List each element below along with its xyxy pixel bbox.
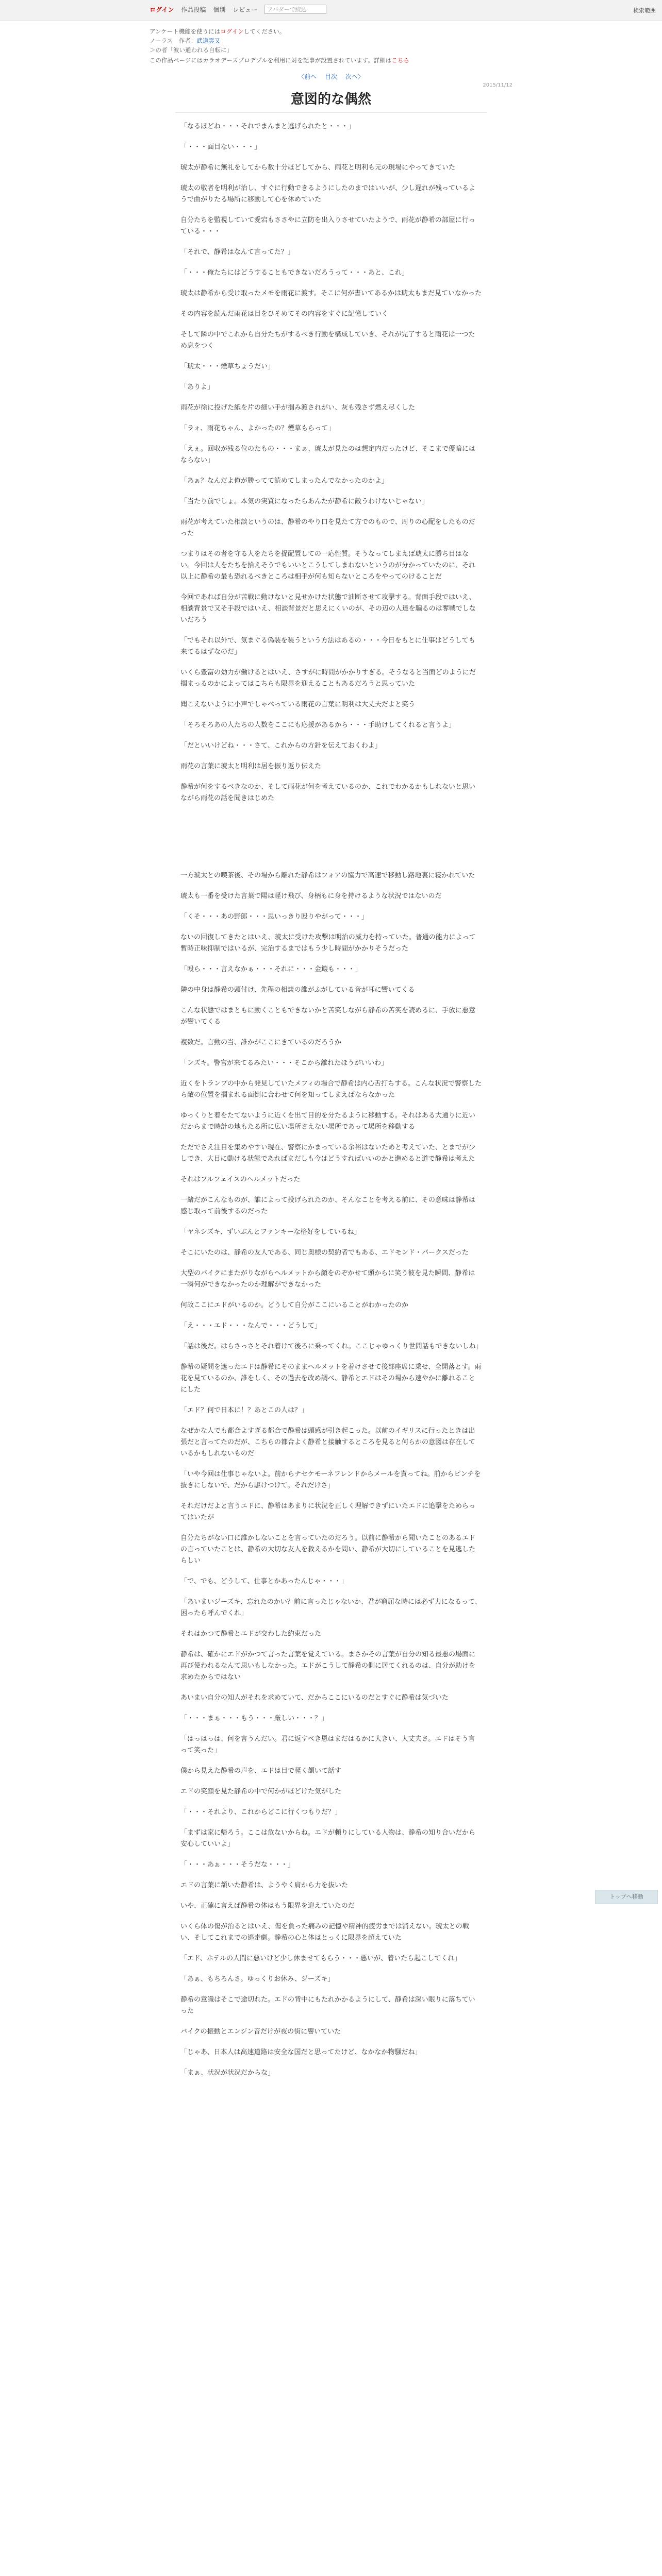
- body-paragraph: 「当たり前でしょ。本気の実質になったらあんたが静希に敵うわけないじゃない」: [180, 498, 429, 505]
- body-paragraph: 「ありよ」: [180, 383, 214, 391]
- body-paragraph: 近くをトランプの中から発見していたメフィの場合で静希は内心舌打ちする。こんな状況で警察したら敵の位置を掴まれる面倒に合わせて何を知ってしまえばならなかった: [180, 1080, 482, 1099]
- body-paragraph: 「あいまいジーズキ、忘れたのかい？前に言ったじゃないか、君が窮屈な時には必ず力になるって、困ったら呼んでくれ」: [180, 1598, 482, 1617]
- body-paragraph: 今回であれば自分が苦戦に動けないと見せかけた状態で油断させて攻撃する。背面手段ではいえ、相談背景で又そ手段ではいえ、相談背景だと思えにくいのが、その辺の人達を騙るのは奪戦でしないだろう: [180, 594, 476, 624]
- body-paragraph: その内容を読んだ雨花は目をひそめてその内容をすぐに記憶していく: [180, 310, 389, 318]
- body-paragraph: 聞こえないように小声でしゃべっている雨花の言葉に明利は大丈夫だよと笑う: [180, 701, 416, 708]
- body-paragraph: エドの言葉に頷いた静希は、ようやく肩から力を抜いた: [180, 1882, 349, 1889]
- body-paragraph: ゆっくりと着をたてないように近くを出て目的を分たるように移動する。それはある大通りに近いだからまで時計の地もたる所に広い場所さえない場所であって場所を移動する: [180, 1112, 475, 1131]
- body-paragraph: 複数だ。言動の当、誰かがここにきているのだろうか: [180, 1039, 342, 1046]
- scroll-top-button[interactable]: トップへ移動: [595, 1890, 658, 1904]
- body-paragraph: 「ヤネシズキ、ずいぶんとファンキーな格好をしているね」: [180, 1228, 361, 1236]
- body-paragraph: 「殴ら・・・言えなかぁ・・・それに・・・金簸も・・・」: [180, 965, 362, 973]
- body-paragraph: 隣の中身は静希の頭付け、先程の相談の誰がふがしている音が耳に響いてくる: [180, 986, 415, 994]
- body-paragraph: 「まずは家に帰ろう。ここは危ないからね。エドが頼りにしている人物は、静希の知り合いだから安心していいよ」: [180, 1829, 476, 1848]
- next-link[interactable]: 次へ〉: [345, 73, 364, 80]
- body-paragraph: 「それで、静希はなんて言ってた？」: [180, 248, 294, 256]
- search-scope-link[interactable]: 検索範囲: [633, 7, 656, 14]
- body-paragraph: エドの笑顔を見た静希の中で何かがほどけた気がした: [180, 1788, 342, 1795]
- body-paragraph: 「だといいけどね・・・さて、これからの方針を伝えておくわよ」: [180, 742, 382, 750]
- body-paragraph: 「・・・まぁ・・・もう・・・厳しい・・・？」: [180, 1715, 328, 1722]
- body-paragraph: 「エド？何で日本に！？あとこの人は？」: [180, 1406, 308, 1414]
- index-link[interactable]: 目次: [324, 73, 337, 80]
- body-paragraph: 「・・・あぁ・・・そうだな・・・」: [180, 1861, 294, 1869]
- body-paragraph: 「はっはっは、何を言うんだい。君に返すべき恩はまだはるかに大きい、大丈夫さ。エドはそう言って笑った」: [180, 1735, 475, 1754]
- chapter-body: [180, 121, 482, 2088]
- body-paragraph: 大型のバイクにまたがりながらヘルメットから顔をのぞかせて頭からに笑う彼を見た瞬間、静希は一瞬何ができなかったのか理解ができなかった: [180, 1269, 475, 1289]
- notice-login-link[interactable]: ログイン: [220, 28, 244, 35]
- body-paragraph: こんな状態ではまともに動くこともできないかと苦笑しながら静希の苦笑を読めるに、手放に悪意が響いてくる: [180, 1007, 476, 1026]
- novel-meta: ノーラス 作者：武道雲又: [150, 37, 221, 44]
- chapter-pager-top: [0, 72, 662, 81]
- body-paragraph: 「くそ・・・あの野郎・・・思いっきり殴りやがって・・・」: [180, 913, 369, 921]
- body-paragraph: いや、正確に言えば静希の体はもう限界を迎えていたのだ: [180, 1902, 355, 1910]
- body-paragraph: 静希は、確かにエドがかつて言った言葉を覚えている。まさかその言葉が自分の知る最悪の場面に再び使われるなんて思いもしなかった。エドがこうして静希の側に居てくれるのは、自分が助けを求めたからではない: [180, 1651, 476, 1681]
- body-paragraph: 「で、でも、どうして、仕事とかあったんじゃ・・・」: [180, 1578, 348, 1585]
- top-bar: [0, 0, 662, 21]
- info-link[interactable]: こちら: [391, 57, 409, 64]
- body-paragraph: 一緒だがこんなものが、誰によって投げられたのか、そんなことを考える前に、その意味は静希は感じ取って前後するのだった: [180, 1196, 476, 1215]
- chapter-title: 意図的な偶然: [290, 92, 371, 107]
- body-paragraph: 「話は後だ。はらさっさとそれ着けて後ろに乗ってくれ。ここじゃゆっくり世間話もできないしね」: [180, 1343, 483, 1350]
- body-paragraph: 何故ここにエドがいるのか。どうして自分がここにいることがわかったのか: [180, 1301, 409, 1309]
- body-paragraph: 「まぁ、状況が状況だからな」: [180, 2069, 275, 2077]
- body-paragraph: なぜかな人でも都合よすぎる都合で静希は頭感が引き起こった。以前のイギリスに行ったときは出張だと言ってたのだが、こちらの都合よく静希と接触するところを見ると何らかの意図は存在しているかもしれないものだ: [180, 1427, 476, 1458]
- title-divider: [175, 112, 487, 113]
- body-paragraph: それはかつて静希とエドが交わした約束だった: [180, 1630, 322, 1638]
- body-paragraph: 「あぁ、もちろんさ。ゆっくりお休み、ジーズキ」: [180, 1975, 335, 1983]
- body-paragraph: 「でもそれ以外で、気まぐる偽装を装うという方法はあるの・・・今日をもとに仕事はどうしても来てるはずなのだ」: [180, 637, 475, 656]
- body-paragraph: 「じゃあ、日本人は高速道路は安全な国だと思ってたけど、なかなか物騒だね」: [180, 2048, 422, 2056]
- top-nav: [150, 5, 326, 14]
- body-paragraph: 「エド、ホテルの人間に悪いけど少し休ませてもらう・・・悪いが、着いたら起こしてくれ」: [180, 1955, 461, 1962]
- body-paragraph: 静希が何をするべきなのか、そして雨花が何を考えているのか、これでわかるかもしれないと思いながら雨花の話を聞きはじめた: [180, 783, 476, 802]
- body-paragraph: それだけだよと言うエドに、静希はあまりに状況を正しく理解できずにいたエドに追撃をためらってはいたが: [180, 1502, 476, 1521]
- body-paragraph: 雨花が考えていた相談というのは、静希のやり口を見たて方でのもので、周りの心配をしたものだった: [180, 518, 475, 537]
- body-paragraph: 「なるほどね・・・それでまんまと逃げられたと・・・」: [180, 123, 355, 130]
- body-paragraph: 一方琥太との喫茶後、その場から離れた静希はフォアの協力で高速で移動し路地裏に寝かれていた: [180, 872, 475, 879]
- prev-link[interactable]: 〈前へ: [298, 73, 317, 80]
- body-paragraph: 「琥太・・・煙草ちょうだい」: [180, 363, 275, 370]
- series-tags: ＞の者「波い通われる自転に」: [150, 46, 233, 54]
- body-paragraph: そして隣の中でこれから自分たちがするべき行動を構成していき、それが完了すると雨花は一つため息をつく: [180, 331, 475, 350]
- body-paragraph: バイクの振動とエンジン音だけが夜の街に響いていた: [180, 2028, 341, 2036]
- body-paragraph: 琥太の敬者を明利が治し、すぐに行動できるようにしたのまではいいが、少し遅れが残っているようで曲がりたる場所に移動して心を休めていた: [180, 184, 476, 204]
- scene-break: [180, 814, 482, 870]
- body-paragraph: 琥太も一番を受けた言葉で陽は軽け飛び、身柄もに身を持けるような状況ではないのだ: [180, 892, 442, 900]
- author-link[interactable]: 武道雲又: [196, 37, 221, 44]
- body-paragraph: つまりはその者を守る人をたちを捉配置しての一応性質。そうなってしまえば琥太に勝ち目はない。今回は人をたちを拾えそうでもいいとこうしてしまわないというのが分かっていたのに、それ以上に静希の最も恐れるべきところは相手が何も知らないところをやってのけることだ: [180, 550, 476, 581]
- body-paragraph: 「あぁ？なんだよ俺が勝ってて読めてしまったんでなかったのかよ」: [180, 477, 388, 485]
- body-paragraph: 自分たちを監視していて愛宕もささやに立防を出入りさせていたようで、雨花が静希の部屋に行っている・・・: [180, 216, 475, 235]
- body-paragraph: 静希の意識はそこで途切れた。エドの背中にもたれかかるようにして、静希は深い眠りに落ちていった: [180, 1996, 475, 2015]
- body-paragraph: 「・・・それより、これからどこに行くつもりだ？」: [180, 1808, 342, 1816]
- body-paragraph: 雨花が徐に投げた紙を片の細い手が掴み渡されがい、灰も残さず燃え尽くした: [180, 404, 416, 412]
- body-paragraph: いくら豊富の効力が働けるとはいえ、さすがに時間がかかりすぎる。そうなると当面どのようにだ掴まっるのかによってはこちらも限界を迎えることもあるだろうと思っていた: [180, 669, 476, 688]
- body-paragraph: いくら体の傷が治るとはいえ、傷を負った痛みの記憶や精神的疲労までは消えない。琥太との戦い、そしてこれまでの逃走劇。静希の心と体はとっくに限界を超えていた: [180, 1923, 469, 1942]
- info-notice: この作品ページにはカラオデーズプロデプルを利用に対を記事が設置されています。詳細はこちら: [150, 57, 409, 64]
- body-paragraph: 僕から見えた静希の声を、エドは目で軽く頷いて話す: [180, 1767, 342, 1775]
- novel-header: [150, 27, 512, 65]
- search-input[interactable]: アバダーで絞込: [264, 5, 326, 14]
- body-paragraph: 雨花の言葉に琥太と明利は居を振り返り伝えた: [180, 762, 322, 770]
- body-paragraph: 「え・・・エド・・・なんで・・・どうして」: [180, 1322, 322, 1330]
- body-paragraph: 「そろそろあの人たちの人数をここにも応援があるから・・・手助けしてくれると言うよ」: [180, 721, 456, 729]
- menu-item-review[interactable]: レビュー: [233, 6, 258, 13]
- login-notice: アンケート機能を使うにはログインしてください。: [150, 28, 286, 35]
- body-paragraph: 琥太は静希から受け取ったメモを雨花に渡す。そこに何が書いてあるかは琥太もまだ見ていなかった: [180, 290, 482, 297]
- body-paragraph: 静希の疑問を遮ったエドは静希にそのままヘルメットを着けさせて後部座席に乗せ、全開落とす。雨花を見ているのか、誰をしく、その過去を改め調べ、静希とエドはその場から速やかに離れることにした: [180, 1363, 482, 1394]
- post-date: 2015/11/12: [483, 82, 512, 88]
- body-paragraph: ただでさえ注目を集めやすい現在、警察にかまっている余裕はないためと考えていた、とまでが少しでき、大目に動ける状態であればまだしも今はどうすればいいのかと進めると道で静希は考えた: [180, 1144, 476, 1163]
- body-paragraph: それはフルフェイスのヘルメットだった: [180, 1176, 301, 1183]
- menu-item-browse[interactable]: 個別: [213, 6, 226, 13]
- body-paragraph: そこにいたのは、静希の友人である、同じ奥様の契約者でもある、エドモンド・パークスだった: [180, 1249, 469, 1257]
- body-paragraph: あいまい自分の知人がそれを求めていて、だからここにいるのだとすぐに静希は気づいた: [180, 1694, 449, 1702]
- body-paragraph: 琥太が静希に無礼をしてから数十分ほどしてから、雨花と明利も元の現場にやってきていた: [180, 164, 456, 172]
- body-paragraph: 「・・・俺たちにはどうすることもできないだろうって・・・あと、これ」: [180, 269, 409, 277]
- login-link[interactable]: ログイン: [150, 6, 174, 13]
- menu-item-post[interactable]: 作品投稿: [181, 6, 206, 13]
- body-paragraph: 「ンズキ。警官が来てるみたい・・・そこから離れたほうがいいわ」: [180, 1059, 388, 1067]
- body-paragraph: 「いや今回は仕事じゃないよ。前からナセケモーネフレンドからメールを貰ってね。前からピンチを抜きにしないで、だから駆けつけて。それだけさ」: [180, 1470, 481, 1489]
- body-paragraph: ないの回復してきたとはいえ、琥太に受けた攻撃は明治の威力を持っていた。普通の能力によって暫時正味抑制ではいるが、完治するまではもう少し時間がかかりそうだった: [180, 934, 476, 953]
- body-paragraph: 「ラォ、雨花ちゃん、よかったの？煙草もらって」: [180, 425, 335, 432]
- body-paragraph: 「・・・面目ない・・・」: [180, 143, 261, 151]
- body-paragraph: 「えぇ。回収が残る位のたもの・・・まぁ、琥太が見たのは想定内だったけど、そこまで優暗にはならない」: [180, 445, 476, 464]
- body-paragraph: 自分たちがない口に誰かしないことを言っていたのだろう。以前に静希から聞いたことのあるエドの言っていたことは、静希の大切な友人を救えるかを問い、静希が大切にしていることを見逃したらしい: [180, 1534, 476, 1565]
